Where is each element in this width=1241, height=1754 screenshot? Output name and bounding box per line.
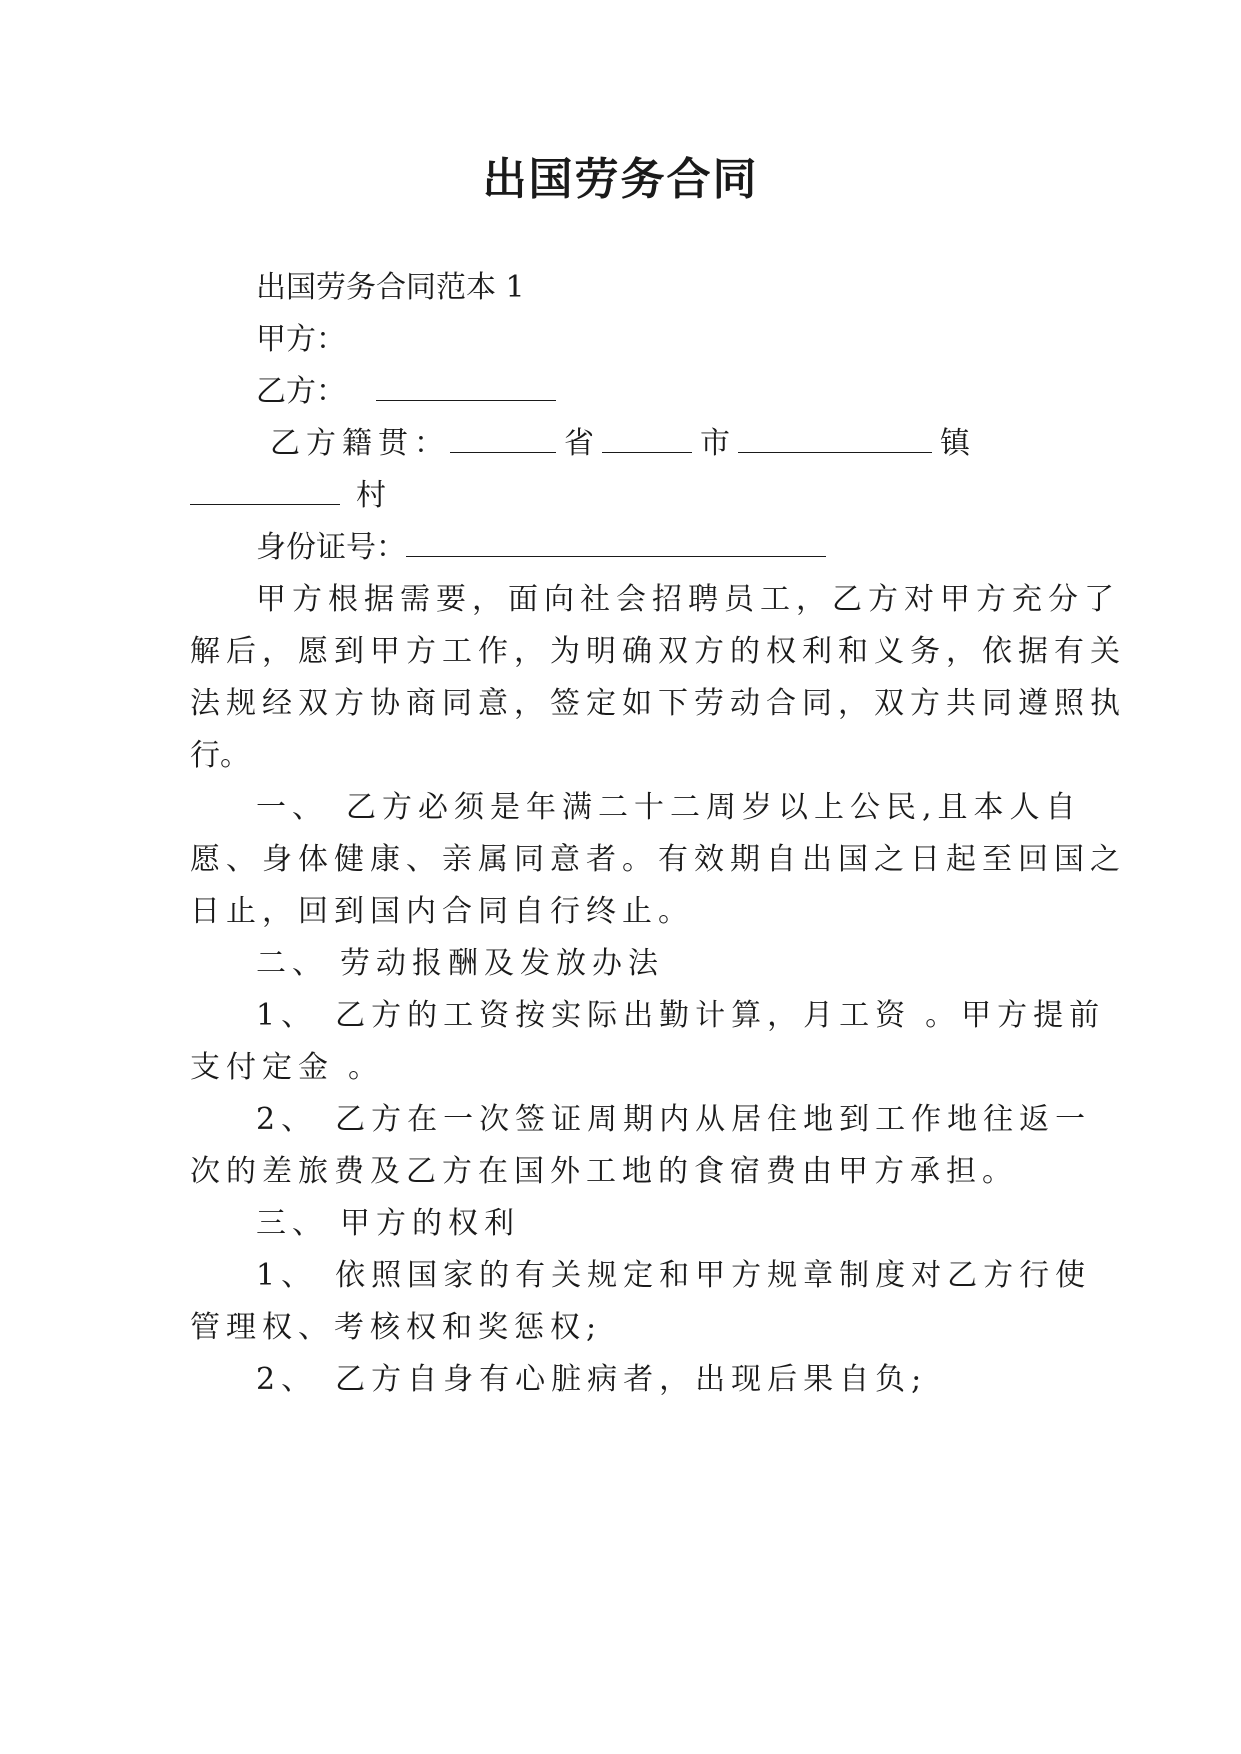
item-3-2-number: 2、 (256, 1362, 318, 1397)
province-blank[interactable] (450, 424, 556, 453)
item-3-2-line-1 (256, 1360, 1050, 1400)
item-2-1-text-d: 。 (348, 1050, 384, 1085)
section-1-number: 一、 (256, 790, 328, 825)
section-1-line-2: 愿、身体健康、亲属同意者。有效期自出国之日起至回国之 (190, 842, 1126, 877)
item-2-2-line-1 (256, 1100, 1092, 1140)
city-blank[interactable] (602, 424, 692, 453)
item-2-1-text-b: 。甲方提前 (925, 998, 1106, 1033)
item-3-1-text-a: 依照国家的有关规定和甲方规章制度对乙方行使 (335, 1258, 1092, 1293)
party-b-label: 乙方： (256, 374, 346, 409)
item-2-2-number: 2、 (256, 1102, 318, 1137)
intro-paragraph-line-4: 行。 (190, 738, 250, 773)
item-2-1-line-2 (190, 1048, 1050, 1088)
intro-paragraph-line-3: 法规经双方协商同意，签定如下劳动合同，双方共同遵照执 (190, 686, 1126, 721)
item-3-1-line-1 (256, 1256, 1092, 1296)
document-title: 出国劳务合同 (482, 154, 759, 205)
item-2-1-number: 1、 (256, 998, 318, 1033)
section-2-heading (256, 944, 1050, 984)
id-line (256, 528, 1050, 568)
town-blank[interactable] (738, 424, 932, 453)
province-label: 省 (564, 426, 594, 461)
section-1-line-3: 日止，回到国内合同自行终止。 (190, 894, 694, 929)
origin-line (270, 424, 1064, 464)
village-label: 村 (356, 478, 386, 513)
village-line (190, 476, 1050, 516)
section-3-title: 甲方的权利 (340, 1206, 520, 1241)
party-b-line (256, 372, 1050, 412)
item-3-2-text-a: 乙方自身有心脏病者，出现后果自负; (335, 1362, 928, 1397)
id-label: 身份证号： (256, 530, 406, 565)
section-1-line-1 (256, 788, 1082, 828)
item-2-1-text-a: 乙方的工资按实际出勤计算，月工资 (335, 998, 912, 1033)
section-3-heading (256, 1204, 1050, 1244)
section-3-number: 三、 (256, 1206, 328, 1241)
section-2-number: 二、 (256, 946, 328, 981)
item-3-1-line-2: 管理权、考核权和奖惩权; (190, 1310, 603, 1345)
item-2-2-line-2: 次的差旅费及乙方在国外工地的食宿费由甲方承担。 (190, 1154, 1018, 1189)
city-label: 市 (700, 426, 730, 461)
party-a-label: 甲方： (256, 322, 346, 357)
party-b-blank[interactable] (376, 372, 556, 401)
id-blank[interactable] (406, 528, 826, 557)
section-2-title: 劳动报酬及发放办法 (340, 946, 664, 981)
item-2-1-line-1 (256, 996, 1106, 1036)
item-2-1-text-c: 支付定金 (190, 1050, 334, 1085)
section-1-text: 乙方必须是年满二十二周岁以上公民,且本人自 (346, 790, 1082, 825)
village-blank[interactable] (190, 476, 340, 505)
town-label: 镇 (940, 426, 970, 461)
item-2-2-text-a: 乙方在一次签证周期内从居住地到工作地往返一 (335, 1102, 1092, 1137)
item-3-1-number: 1、 (256, 1258, 318, 1293)
contract-heading: 出国劳务合同范本 1 (256, 270, 525, 305)
intro-paragraph-line-1: 甲方根据需要，面向社会招聘员工，乙方对甲方充分了 (256, 582, 1120, 617)
origin-label: 乙方籍贯： (270, 426, 450, 461)
intro-paragraph-line-2: 解后，愿到甲方工作，为明确双方的权利和义务，依据有关 (190, 634, 1126, 669)
